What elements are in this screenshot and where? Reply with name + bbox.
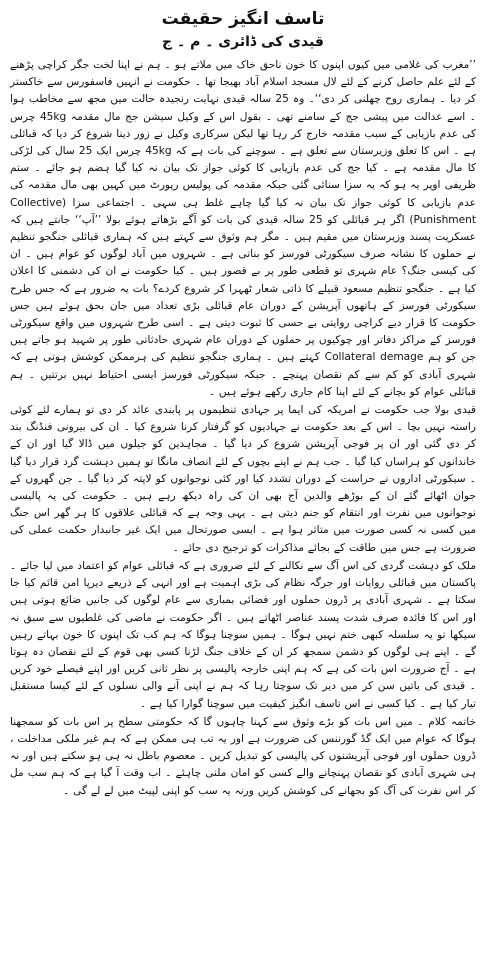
article-title: تاسف انگیز حقیقت xyxy=(161,9,325,29)
article-paragraph-3: ملک کو دہشت گردی کی اس آگ سے نکالنے کے لئے ضروری ہے کہ قبائلی عوام کو اعتماد میں لیا جائے ۔ پاکستان میں قبائلی روایات اور جرگہ نظام کی بڑی اہمیت ہے اور انہی کے ذریعے دیرپا امن قائم کیا جا سکتا ہے ۔ شہری آبادی پر ڈرون حملوں اور فضائی بمباری سے عام لوگوں کی جانیں ضائع ہوتی ہیں اور اس کا فائدہ صرف شدت پسند عناصر اٹھاتے ہیں ۔ اگر حکومت نے ماضی کی غلطیوں سے سبق نہ سیکھا تو یہ سلسلہ کبھی ختم نہیں ہوگا ۔ ہمیں سوچنا ہوگا کہ ہم کب تک اپنوں کا خون بہاتے رہیں گے ۔ اپنے ہی لوگوں کو دشمن سمجھ کر ان کے خلاف جنگ لڑنا کسی بھی قوم کے لئے نقصان دہ ہوتا ہے ۔ آج ضرورت اس بات کی ہے کہ ہم اپنی خارجہ پالیسی پر نظر ثانی کریں اور اپنے فیصلے خود کریں ۔ قیدی کی باتیں سن کر میں دیر تک سوچتا رہا کہ ہم نے اپنی آنے والی نسلوں کے لئے کیسا مستقبل تیار کیا ہے ۔ کیا کسی نے اس تاسف انگیز کیفیت میں سوچنا گوارا کیا ہے ۔ xyxy=(10,559,476,710)
article-paragraph-1: ’’مغرب کی غلامی میں کیوں اپنوں کا خون ناحق خاک میں ملاتے ہو ۔ ہم نے اپنا لخت جگر کراچی پڑھنے کے لئے علم حاصل کرنے کے لئے لال مسجد اسلام آباد بھیجا تھا ۔ حکومت نے انہیں فاسفورس سے خاکستر کر دیا ۔ ہماری روح چھلنی کر دی‘‘۔ وہ 25 سالہ قیدی نہایت رنجیدہ حالت میں مجھ سے مخاطب ہوا ۔ اسے عدالت میں پیشی جج کے سامنے تھی ۔ بقول اس کے وکیل سیشن جج مال مقدمہ 45kg چرس کی عدم بازیابی کے سبب مقدمہ خارج کر رہا تھا لیکن سرکاری وکیل نے زور دینا شروع کر دیا کہ قبائلی ہے ۔ اس کا تعلق وزیرستان سے تعلق ہے ۔ سوچنے کی بات ہے کہ 45kg چرس ایک 25 سال کی لڑکی کا مال مقدمہ ہے ۔ کیا جج کی عدم بازیابی کا کوئی جواز تک بیان نہ کیا گیا ہضم ہو جائے ۔ ستم ظریفی اوپر یہ ہو کہ یہ سزا سنائی گئی جبکہ مقدمہ کی پولیس رپورٹ میں کہیں بھی مال مقدمہ کی عدم بازیابی کا کوئی جواز تک بیان نہ کیا گیا چاہے غلط ہی سہی ۔ اجتماعی سزا (Collective Punishment) اگر ہر قبائلی کو 25 سالہ قیدی کی بات کو آگے بڑھاتے ہوئے بولا ’’آپ‘‘ جانتے ہیں کہ عسکریت پسند وزیرستان میں مقیم ہیں ۔ مگر ہم وثوق سے کہتے ہیں کہ ہماری قبائلی جنگجو تنظیم نے حملوں کا نشانہ صرف سیکورٹی فورسز کو بناتی ہے ۔ شہروں میں آباد لوگوں کو عوام ہیں ۔ ان کی کیسی جنگ؟ عام شہری تو قطعی طور پر بے قصور ہیں ۔ کیا حکومت نے ان کی دشمنی کا اعلان کیا ہے ۔ جنگجو تنظیم مسعود قبیلے کا ذاتی شعار ٹھہرا کر شروع کردے؟ بات یہ ضرور ہے کہ جس طرح سیکورٹی فورسز کے ہاتھوں آپریشن کے دوران عام قبائلی بڑی تعداد میں جان بحق ہوئے ہیں جس حکومت کا قرار دیے کراچی روایتی بے حسی کا ثبوت دیتی ہے ۔ اسی طرح شہروں میں واقع سیکورٹی فورسز کے مراکز دفاتر اور چوکیوں پر حملوں کے دوران عام شہری حادثاتی طور پر شہید ہو جاتے ہیں جن کو ہم Collateral demage کہتے ہیں ۔ ہماری جنگجو تنظیم کی ہرممکن کوشش ہوتی ہے کہ شہری آبادی کو کم سے کم نقصان پہنچے ۔ جبکہ سیکورٹی فورسز ایسی احتیاط نہیں برتتیں ۔ ہم قبائلی عوام کو بچانے کے لئے اپنا کام جاری رکھے ہوئے ہیں ۔ xyxy=(10,59,476,398)
article-paragraph-4: خاتمہ کلام ۔ میں اس بات کو بڑے وثوق سے کہنا چاہوں گا کہ حکومتی سطح پر اس بات کو سمجھنا ہوگا کہ عوام میں ایک گڈ گورننس کی ضرورت ہے اور یہ تب ہی ممکن ہے کہ ہم غیر ملکی مداخلت ، ڈرون حملوں اور فوجی آپریشنوں کی پالیسی کو تبدیل کریں ۔ معصوم باطل نہ ہی ہو سکتے ہیں اور نہ ہی شہری آبادی کو نقصان پہنچانے والے کسی کو امان ملنی چاہئے ۔ اب وقت آ گیا ہے کہ ہم سب مل کر اس نفرت کی آگ کو بجھانے کی کوشش کریں ورنہ یہ سب کو اپنی لپیٹ میں لے لے گی ۔ xyxy=(10,715,476,797)
article-paragraph-2: قیدی بولا جب حکومت نے امریکہ کی ایما پر جہادی تنظیموں پر پابندی عائد کر دی تو ہمارے لئے کوئی راستہ نہیں بچا ۔ اس کے بعد حکومت نے جہادیوں کو گرفتار کرنا شروع کیا ۔ ان کی بیرونی فنڈنگ بند کر دی گئی اور ان پر فوجی آپریشن شروع کر دیا گیا ۔ مجاہدین کو جیلوں میں ڈالا گیا اور ان کے خاندانوں کو ہراساں کیا گیا ۔ جب ہم نے اپنے بچوں کے لئے انصاف مانگا تو ہمیں دہشت گرد قرار دیا گیا ۔ سیکورٹی اداروں نے حراست کے دوران تشدد کیا اور کئی نوجوانوں کو لاپتہ کر دیا گیا ۔ جن گھروں کے جوان اٹھائے گئے ان کے بوڑھے والدین آج بھی ان کی راہ دیکھ رہے ہیں ۔ حکومت کی یہ پالیسی نوجوانوں میں نفرت اور انتقام کو جنم دیتی ہے ۔ یہی وجہ ہے کہ قبائلی علاقوں کا ہر گھر اس جنگ میں کسی نہ کسی صورت میں متاثر ہوا ہے ۔ ایسی صورتحال میں ایک غیر جانبدار حکمت عملی کی ضرورت ہے جس میں طاقت کے بجائے مذاکرات کو ترجیح دی جائے ۔ xyxy=(10,404,476,554)
article-byline: قیدی کی ڈائری ۔ م ۔ ج xyxy=(162,34,324,50)
